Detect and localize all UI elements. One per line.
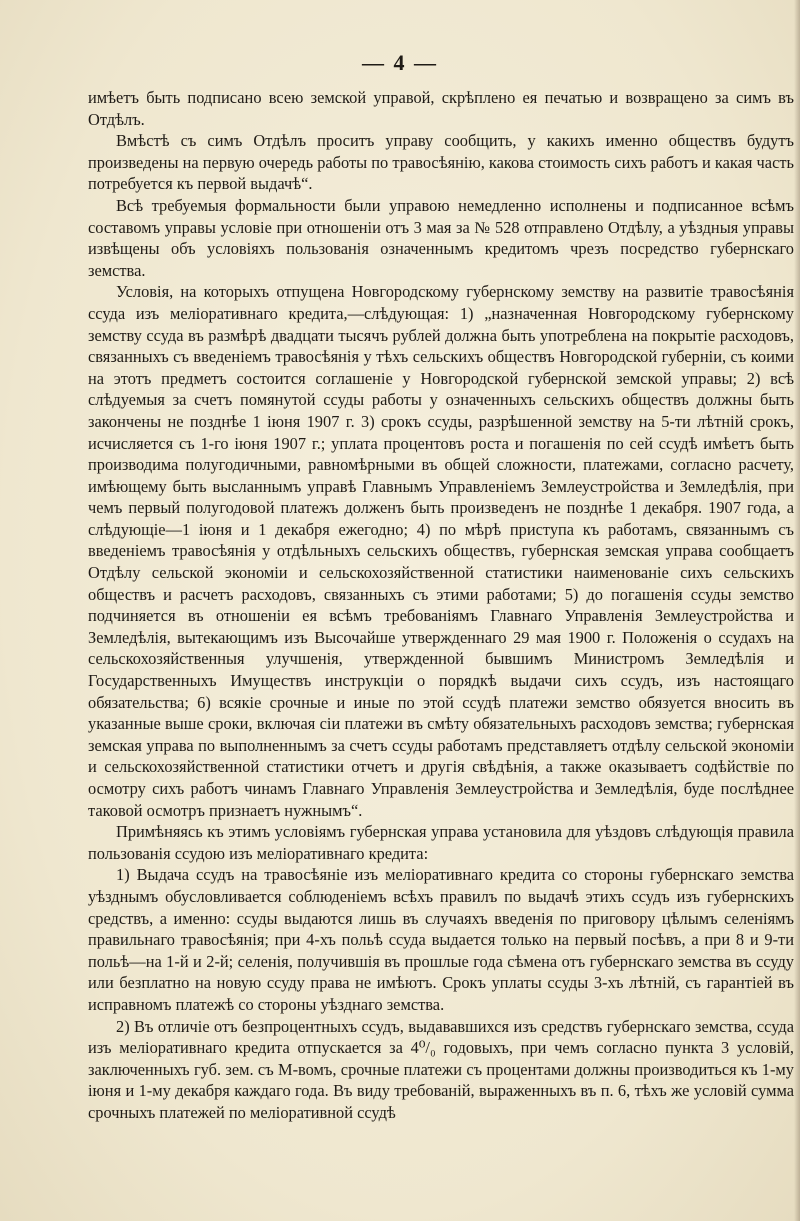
- paragraph: Вмѣстѣ съ симъ Отдѣлъ проситъ управу сообщить, у какихъ именно обществъ будутъ произведены на первую очередь работы по травосѣянію, какова стоимость сихъ работъ и какая часть потребуется къ первой выдачѣ“.: [88, 131, 794, 194]
- paragraph-continuation: имѣетъ быть подписано всею земской управой, скрѣплено ея печатью и возвращено за симъ въ Отдѣлъ.: [88, 88, 794, 129]
- paragraph: Всѣ требуемыя формальности были управою немедленно исполнены и подписанное всѣмъ составомъ управы условіе при отношеніи отъ 3 мая за № 528 отправлено Отдѣлу, а уѣздныя управы извѣщены объ условіяхъ пользованія означеннымъ кредитомъ чрезъ посредство губернскаго земства.: [88, 195, 794, 280]
- page-number: — 4 —: [362, 50, 438, 75]
- paragraph: 1) Выдача ссудъ на травосѣяніе изъ меліоративнаго кредита со стороны губернскаго земства уѣзднымъ обусловливается соблюденіемъ всѣхъ правилъ по выдачѣ этихъ ссудъ изъ губернскихъ средствъ, а именно: ссуды выдаются лишь въ случаяхъ введенія по приговору цѣлымъ селеніямъ правильнаго травосѣянія; при 4-хъ польѣ ссуда выдается только на первый посѣвъ, а при 8 и 9-ти польѣ—на 1-й и 2-й; селенія, получившія въ прошлые года сѣмена отъ губернскаго земства въ ссуду или безплатно на новую ссуду права не имѣютъ. Срокъ уплаты ссуды 3-хъ лѣтній, съ гарантіей въ исправномъ платежѣ со стороны уѣзднаго земства.: [88, 865, 794, 1014]
- paragraph: Условія, на которыхъ отпущена Новгородскому губернскому земству на развитіе травосѣянія ссуда изъ меліоративнаго кредита,—слѣдующая: 1) „назначенная Новгородскому губернскому земству ссуда въ размѣрѣ двадцати тысячъ рублей должна быть употреблена на покрытіе расходовъ, связанныхъ съ введеніемъ травосѣянія у тѣхъ сельскихъ обществъ Новгородской губерніи, съ коими на этотъ предметъ состоится соглашеніе у Новгородской губернской земской управы; 2) всѣ слѣдуемыя за счетъ помянутой ссуды работы у означенныхъ сельскихъ обществъ должны быть закончены не позднѣе 1 іюня 1907 г. 3) срокъ ссуды, разрѣшенной земству на 5-ти лѣтній срокъ, исчисляется съ 1-го іюня 1907 г.; уплата процентовъ роста и погашенія по сей ссудѣ имѣетъ быть производима полугодичными, равномѣрными въ общей сложности, платежами, согласно расчету, имѣющему быть высланнымъ управѣ Главнымъ Управленіемъ Землеустройства и Земледѣлія, при чемъ первый полугодовой платежъ долженъ быть произведенъ не позднѣе 1 декабря. 1907 года, а слѣдующіе—1 іюня и 1 декабря ежегодно; 4) по мѣрѣ приступа къ работамъ, связаннымъ съ введеніемъ травосѣянія у отдѣльныхъ сельскихъ обществъ, губернская земская управа сообщаетъ Отдѣлу сельской экономіи и сельскохозяйственной статистики наименованіе сихъ сельскихъ обществъ и расчетъ расходовъ, связанныхъ съ этими работами; 5) до погашенія ссуды земство подчиняется въ отношеніи ея всѣмъ требованіямъ Главнаго Управленія Землеустройства и Земледѣлія, вытекающимъ изъ Высочайше утвержденнаго 29 мая 1900 г. Положенія о ссудахъ на сельскохозяйственныя улучшенія, утвержденной бывшимъ Министромъ Земледѣлія и Государственныхъ Имуществъ инструкціи о порядкѣ выдачи сихъ ссудъ, изъ настоящаго обязательства; 6) всякіе срочные и иные по этой ссудѣ платежи земство обязуется вносить въ указанные выше сроки, включая сіи платежи въ смѣту обязательныхъ расходовъ земства; губернская земская управа по выполненнымъ за счетъ ссуды работамъ представляетъ отдѣлу сельской экономіи и сельскохозяйственной статистики отчетъ и другія свѣдѣнія, а также оказываетъ содѣйствіе по осмотру сихъ работъ чинамъ Главнаго Управленія Землеустройства и Земледѣлія, буде послѣднее таковой осмотръ признаетъ нужнымъ“.: [88, 282, 794, 820]
- body-text: [88, 87, 794, 1124]
- page-edge-shadow: [794, 0, 800, 1221]
- paragraph: Примѣняясь къ этимъ условіямъ губернская управа установила для уѣздовъ слѣдующія правила пользованія ссудою изъ меліоративнаго кредита:: [88, 822, 794, 863]
- paragraph: 2) Въ отличіе отъ безпроцентныхъ ссудъ, выдававшихся изъ средствъ губернскаго земства, ссуда изъ меліоративнаго кредита отпускается за 4⁰/₀ годовыхъ, при чемъ согласно пункта 3 условій, заключенныхъ губ. зем. съ М-вомъ, срочные платежи съ процентами должны производиться къ 1-му іюня и 1-му декабря каждаго года. Въ виду требованій, выраженныхъ въ п. 6, тѣхъ же условій сумма срочныхъ платежей по меліоративной ссудѣ: [88, 1016, 794, 1122]
